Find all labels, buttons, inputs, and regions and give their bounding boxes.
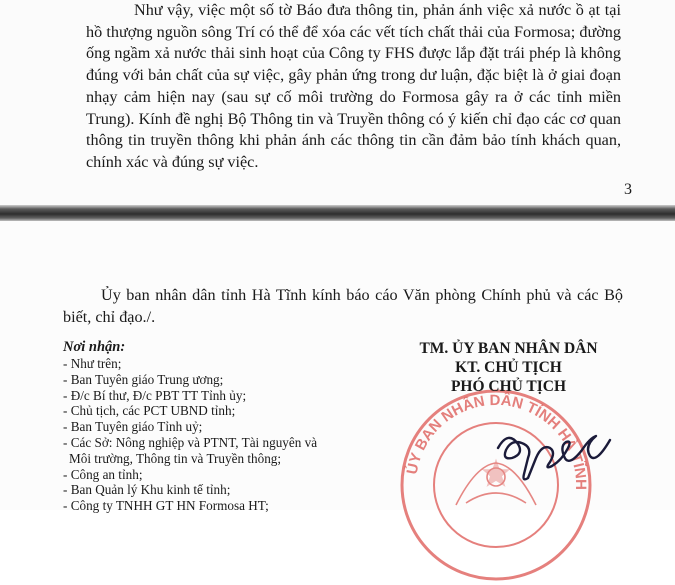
recipient-item: - Công ty TNHH GT HN Formosa HT; — [63, 498, 269, 514]
signature-block — [396, 339, 621, 396]
recipient-item: - Như trên; — [63, 356, 122, 371]
recipient-item: - Chủ tịch, các PCT UBND tỉnh; — [63, 403, 236, 419]
recipient-item: - Ban Tuyên giáo Tỉnh uỷ; — [63, 419, 203, 435]
svg-text:ỦY BAN NHÂN DÂN TỈNH HÀ TĨNH: ỦY BAN NHÂN DÂN TỈNH HÀ TĨNH — [403, 391, 590, 490]
signature-title: PHÓ CHỦ TỊCH — [450, 378, 567, 395]
body-paragraph: Như vậy, việc một số tờ Báo đưa thông tin, phản ánh việc xả nước ồ ạt tại hồ thượng nguồn sông Trí có thể để xóa các vết tích chất thải của Formosa; đường ống ngầm xả nước thải sinh hoạt của Công ty FHS được lắp đặt trái phép là không đúng với bản chất của sự việc, gây phản ứng trong dư luận, đặc biệt là ở giai đoạn nhạy cảm hiện nay (sau sự cố môi trường do Formosa gây ra ở các tỉnh miền Trung). Kính đề nghị Bộ Thông tin và Truyền thông có ý kiến chỉ đạo các cơ quan thông tin truyền thông khi phản ánh các thông tin cần đảm bảo tính khách quan, chính xác và đúng sự việc. — [86, 1, 621, 171]
page-separator — [0, 205, 675, 221]
recipient-item: - Các Sở: Nông nghiệp và PTNT, Tài nguyên và — [63, 434, 318, 450]
recipient-item: - Đ/c Bí thư, Đ/c PBT TT Tỉnh ủy; — [63, 387, 247, 403]
recipient-item: Môi trường, Thông tin và Truyền thông; — [69, 450, 282, 466]
recipient-item: - Công an tỉnh; — [63, 466, 143, 482]
recipients-list — [63, 338, 363, 514]
document-page-top — [0, 0, 675, 205]
closing-paragraph: Ủy ban nhân dân tỉnh Hà Tĩnh kính báo cáo Văn phòng Chính phủ và các Bộ biết, chỉ đạo./. — [63, 286, 623, 326]
signature-role: KT. CHỦ TỊCH — [455, 359, 562, 376]
recipient-item: - Ban Tuyên giáo Trung ương; — [63, 371, 224, 387]
signature-org: TM. ỦY BAN NHÂN DÂN — [419, 340, 598, 357]
page-number: 3 — [624, 181, 632, 198]
handwritten-signature-icon — [490, 408, 640, 488]
recipients-heading: Nơi nhận: — [63, 339, 126, 355]
recipient-item: - Ban Quản lý Khu kinh tế tỉnh; — [63, 482, 231, 498]
